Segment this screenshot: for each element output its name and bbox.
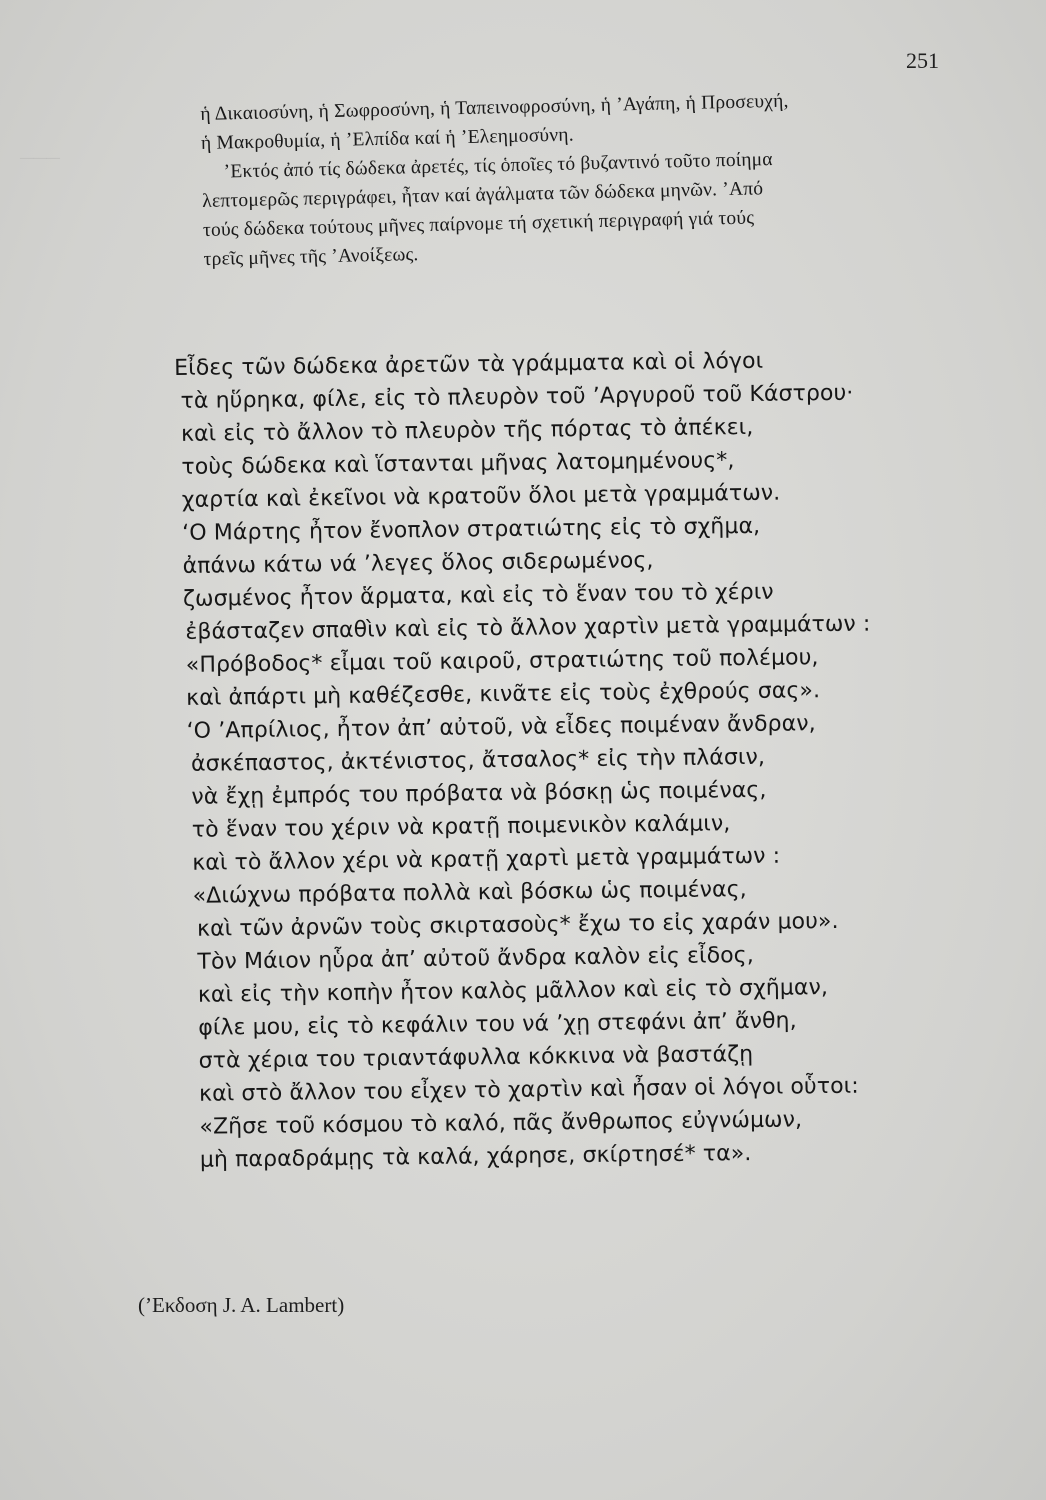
poem-line: τοὺς δώδεκα καὶ ἵστανται μῆνας λατομημένους*, [181,448,735,480]
poem-line: καὶ στὸ ἄλλον του εἶχεν τὸ χαρτὶν καὶ ἦσαν οἱ λόγοι οὗτοι: [198,1073,859,1107]
intro-line: λεπτομερῶς περιγράφει, ἦταν καί ἀγάλματα τῶν δώδεκα μηνῶν. ’Από [202,178,764,212]
poem-line: καὶ τῶν ἀρνῶν τοὺς σκιρτασοὺς* ἔχω το εἰς χαράν μου». [196,908,839,942]
poem-line: «Ζῆσε τοῦ κόσμου τὸ καλό, πᾶς ἄνθρωπος εὐγνώμων, [199,1107,803,1140]
poem-line: καὶ ἀπάρτι μὴ καθέζεσθε, κινᾶτε εἰς τοὺς ἐχθρούς σας». [186,678,821,711]
intro-line: ἡ Μακροθυμία, ἡ ’Ελπίδα καί ἡ ’Ελεημοσύνη. [200,124,575,154]
poem-line: τὸ ἕναν του χέριν νὰ κρατῇ ποιμενικὸν καλάμιν, [191,811,731,843]
poem-line: φίλε μου, εἰς τὸ κεφάλιν του νά ’χῃ στεφάνι ἀπ’ ἄνθη, [198,1008,797,1041]
poem-line: «Διώχνω πρόβατα πολλὰ καὶ βόσκω ὡς ποιμένας, [192,877,747,909]
bleed-through: ——— [20,150,61,166]
poem-line: χαρτία καὶ ἐκεῖνοι νὰ κρατοῦν ὅλοι μετὰ γραμμάτων. [181,480,781,513]
poem [172,342,962,1176]
poem-line: Τὸν Μάιον ηὗρα ἀπ’ αὐτοῦ ἄνδρα καλὸν εἰς εἶδος, [197,942,754,975]
poem-line: καὶ εἰς τὴν κοπὴν ἦτον καλὸς μᾶλλον καὶ εἰς τὸ σχῆμαν, [197,975,829,1008]
poem-line: «Πρόβοδος* εἶμαι τοῦ καιροῦ, στρατιώτης τοῦ πολέμου, [185,645,819,678]
poem-line: ‘Ο ’Απρίλιος, ἦτον ἀπ’ αὐτοῦ, νὰ εἶδες ποιμέναν ἄνδραν, [186,711,816,744]
poem-line: στὰ χέρια του τριαντάφυλλα κόκκινα νὰ βαστάζῃ [198,1041,754,1074]
poem-line: νὰ ἔχῃ ἐμπρός του πρόβατα νὰ βόσκῃ ὡς ποιμένας, [191,777,767,810]
page-number: 251 [906,48,939,73]
poem-line: ζωσμένος ἦτον ἅρματα, καὶ εἰς τὸ ἕναν του τὸ χέριν [182,579,774,612]
poem-line: μὴ παραδράμῃς τὰ καλά, χάρησε, σκίρτησέ* τα». [199,1140,752,1173]
poem-line: καὶ εἰς τὸ ἄλλον τὸ πλευρὸν τῆς πόρτας τὸ ἀπέκει, [180,414,754,447]
poem-line: ἀσκέπαστος, ἀκτένιστος, ἄτσαλος* εἰς τὴν πλάσιν, [190,744,766,777]
intro-line: ἡ Δικαιοσύνη, ἡ Σωφροσύνη, ἡ Ταπεινοφροσύνη, ἡ ’Αγάπη, ἡ Προσευχή, [200,90,789,125]
intro-line: τρεῖς μῆνες τῆς ’Ανοίξεως. [203,244,419,270]
poem-line: τὰ ηὕρηκα, φίλε, εἰς τὸ πλευρὸν τοῦ ’Αργυροῦ τοῦ Κάστρου· [180,380,854,414]
intro-line: ’Εκτός ἀπό τίς δώδεκα ἀρετές, τίς ὁποῖες τό βυζαντινό τοῦτο ποίημα [223,149,773,183]
poem-line: ἐβάσταζεν σπαθὶν καὶ εἰς τὸ ἄλλον χαρτὶν μετὰ γραμμάτων : [185,611,871,645]
poem-line: καὶ τὸ ἄλλον χέρι νὰ κρατῇ χαρτὶ μετὰ γραμμάτων : [192,843,781,876]
poem-line: Εἶδες τῶν δώδεκα ἀρετῶν τὰ γράμματα καὶ οἱ λόγοι [174,348,764,381]
intro-paragraph [200,83,964,274]
poem-line: ‘Ο Μάρτης ἦτον ἔνοπλον στρατιώτης εἰς τὸ σχῆμα, [182,513,761,546]
source-citation: (’Εκδοση J. A. Lambert) [138,1293,345,1317]
poem-line: ἀπάνω κάτω νά ’λεγες ὅλος σιδερωμένος, [182,548,654,579]
intro-line: τούς δώδεκα τούτους μῆνες παίρνομε τή σχετική περιγραφή γιά τούς [202,207,755,241]
